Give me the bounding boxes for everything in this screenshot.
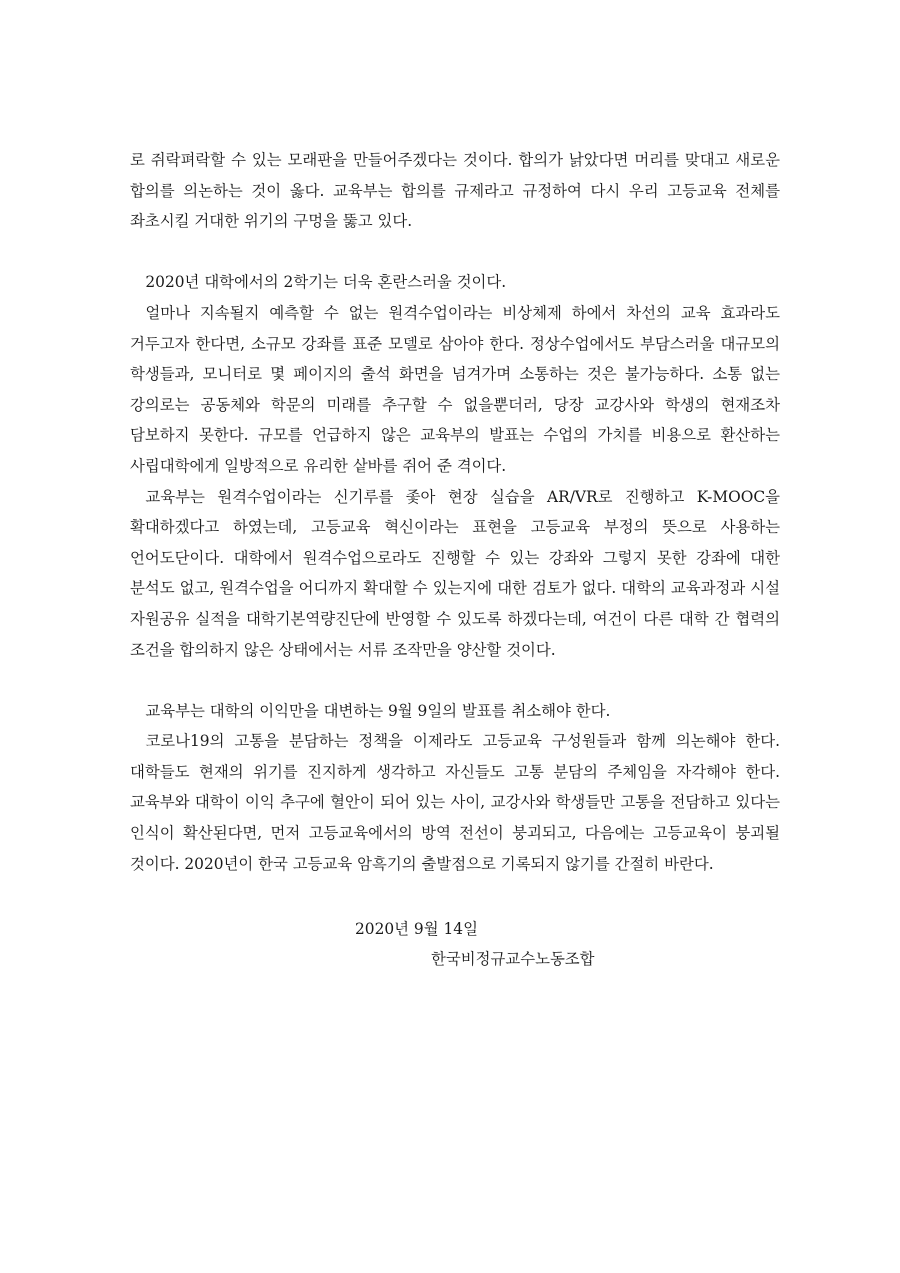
issuing-organization: 한국비정규교수노동조합	[431, 950, 595, 968]
paragraph-2: 2020년 대학에서의 2학기는 더욱 혼란스러울 것이다.	[145, 273, 507, 292]
paragraph-5: 교육부는 대학의 이익만을 대변하는 9월 9일의 발표를 취소해야 한다.	[145, 701, 611, 720]
statement-body	[130, 145, 780, 879]
paragraph-6: 코로나19의 고통을 분담하는 정책을 이제라도 고등교육 구성원들과 함께 의논해야 한다. 대학들도 현재의 위기를 진지하게 생각하고 자신들도 고통 분담의 주체임을 자각해야 한다. 교육부와 대학이 이익 추구에 혈안이 되어 있는 사이, 교강사와 학생들만 고통을 전담하고 있다는 인식이 확산된다면, 먼저 고등교육에서의 방역 전선이 붕괴되고, 다음에는 고등교육이 붕괴될 것이다. 2020년이 한국 고등교육 암흑기의 출발점으로 기록되지 않기를 간절히 바란다.	[130, 732, 780, 873]
paragraph-gap	[130, 237, 780, 268]
paragraph-1: 로 쥐락펴락할 수 있는 모래판을 만들어주겠다는 것이다. 합의가 낡았다면 머리를 맞대고 새로운 합의를 의논하는 것이 옳다. 교육부는 합의를 규제라고 규정하여 다시 우리 고등교육 전체를 좌초시킬 거대한 위기의 구멍을 뚫고 있다.	[130, 151, 780, 231]
paragraph-gap	[130, 665, 780, 696]
statement-date: 2020년 9월 14일	[355, 920, 478, 938]
paragraph-3: 얼마나 지속될지 예측할 수 없는 원격수업이라는 비상체제 하에서 차선의 교육 효과라도 거두고자 한다면, 소규모 강좌를 표준 모델로 삼아야 한다. 정상수업에서도 부담스러울 대규모의 학생들과, 모니터로 몇 페이지의 출석 화면을 넘겨가며 소통하는 것은 불가능하다. 소통 없는 강의로는 공동체와 학문의 미래를 추구할 수 없을뿐더러, 당장 교강사와 학생의 현재조차 담보하지 못한다. 규모를 언급하지 않은 교육부의 발표는 수업의 가치를 비용으로 환산하는 사립대학에게 일방적으로 유리한 샅바를 쥐어 준 격이다.	[130, 303, 780, 475]
paragraph-4: 교육부는 원격수업이라는 신기루를 좇아 현장 실습을 AR/VR로 진행하고 K-MOOC을 확대하겠다고 하였는데, 고등교육 혁신이라는 표현을 고등교육 부정의 뜻으로 사용하는 언어도단이다. 대학에서 원격수업으로라도 진행할 수 있는 강좌와 그렇지 못한 강좌에 대한 분석도 없고, 원격수업을 어디까지 확대할 수 있는지에 대한 검토가 없다. 대학의 교육과정과 시설 자원공유 실적을 대학기본역량진단에 반영할 수 있도록 하겠다는데, 여건이 다른 대학 간 협력의 조건을 합의하지 않은 상태에서는 서류 조작만을 양산할 것이다.	[130, 487, 780, 659]
